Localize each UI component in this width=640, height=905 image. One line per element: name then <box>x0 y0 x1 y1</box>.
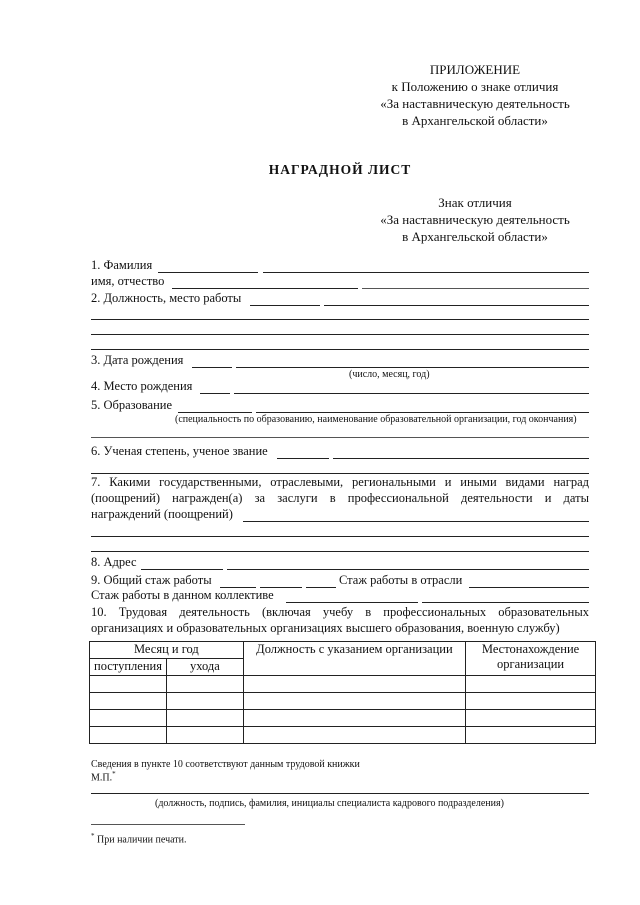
table-cell[interactable] <box>166 710 243 727</box>
stamp-label <box>91 770 116 783</box>
awards-extra-line-2[interactable] <box>91 551 589 552</box>
team-experience-line[interactable] <box>286 602 418 603</box>
table-cell[interactable] <box>243 727 465 744</box>
stamp-footnote-mark: * <box>112 770 116 778</box>
header-location <box>466 642 596 676</box>
appendix-line-1: к Положению о знаке отличия <box>391 79 559 94</box>
table-cell[interactable] <box>90 693 167 710</box>
birthplace-line-2[interactable] <box>234 393 589 394</box>
appendix-line-3: в Архангельской области» <box>402 113 548 128</box>
table-row <box>90 727 596 744</box>
table-cell[interactable] <box>466 727 596 744</box>
degree-line-2[interactable] <box>333 458 589 459</box>
table-cell[interactable] <box>243 676 465 693</box>
awards-extra-line-1[interactable] <box>91 536 589 537</box>
education-extra-line[interactable] <box>91 437 589 438</box>
field-birthdate-label: 3. Дата рождения <box>91 353 184 367</box>
field-degree-label: 6. Ученая степень, ученое звание <box>91 444 268 458</box>
document-title: НАГРАДНОЙ ЛИСТ <box>268 162 412 177</box>
header-location-line-1: Местонахождение <box>481 642 580 656</box>
field-surname-label: 1. Фамилия <box>91 258 153 272</box>
header-entry: поступления <box>90 659 167 676</box>
award-line-1: Знак отличия <box>438 195 512 210</box>
position-extra-line-1[interactable] <box>91 319 589 320</box>
industry-experience-line[interactable] <box>469 587 589 588</box>
surname-line-2[interactable] <box>263 272 589 273</box>
table-cell[interactable] <box>90 710 167 727</box>
footnote <box>91 832 187 845</box>
header-position: Должность с указанием организации <box>243 642 465 676</box>
education-line-2[interactable] <box>256 412 589 413</box>
footnote-separator <box>91 824 245 825</box>
name-line[interactable] <box>172 288 358 289</box>
signature-line[interactable] <box>91 793 589 794</box>
table-cell[interactable] <box>90 676 167 693</box>
table-row <box>90 710 596 727</box>
position-line[interactable] <box>250 305 320 306</box>
total-experience-line-3[interactable] <box>306 587 336 588</box>
stamp-text: М.П. <box>91 772 113 784</box>
table-row <box>90 676 596 693</box>
awards-line[interactable] <box>243 521 589 522</box>
field-total-experience-label: 9. Общий стаж работы <box>91 573 212 587</box>
degree-line[interactable] <box>277 458 329 459</box>
award-line-2: «За наставническую деятельность <box>380 212 570 227</box>
field-work-history-line-2: организациях и образовательных организациях высшего образования, военную службу) <box>91 621 560 635</box>
position-extra-line-2[interactable] <box>91 334 589 335</box>
table-cell[interactable] <box>166 727 243 744</box>
team-experience-line-2[interactable] <box>422 602 589 603</box>
field-birthplace-label: 4. Место рождения <box>91 379 193 393</box>
surname-line[interactable] <box>158 272 258 273</box>
table-cell[interactable] <box>166 676 243 693</box>
address-line[interactable] <box>141 569 223 570</box>
field-education-label: 5. Образование <box>91 398 173 412</box>
appendix-title: ПРИЛОЖЕНИЕ <box>429 62 521 77</box>
footnote-text: При наличии печати. <box>97 834 187 846</box>
address-line-2[interactable] <box>227 569 589 570</box>
position-extra-line-3[interactable] <box>91 349 589 350</box>
footer-note: Сведения в пункте 10 соответствуют данным трудовой книжки <box>91 759 360 770</box>
footnote-mark: * <box>91 832 95 840</box>
degree-extra-line[interactable] <box>91 473 589 474</box>
field-position-label: 2. Должность, место работы <box>91 291 242 305</box>
signature-hint: (должность, подпись, фамилия, инициалы специалиста кадрового подразделения) <box>155 798 504 809</box>
field-team-experience-label: Стаж работы в данном коллективе <box>91 588 274 602</box>
work-history-table <box>89 641 596 744</box>
table-cell[interactable] <box>90 727 167 744</box>
table-row <box>90 693 596 710</box>
field-awards-line-3: награждений (поощрений) <box>91 507 233 521</box>
field-industry-experience-label: Стаж работы в отрасли <box>339 573 463 587</box>
table-cell[interactable] <box>466 693 596 710</box>
table-cell[interactable] <box>243 710 465 727</box>
position-line-2[interactable] <box>324 305 589 306</box>
birthdate-line[interactable] <box>192 367 232 368</box>
table-cell[interactable] <box>166 693 243 710</box>
award-line-3: в Архангельской области» <box>402 229 548 244</box>
birthplace-line[interactable] <box>200 393 230 394</box>
header-exit: ухода <box>166 659 243 676</box>
table-cell[interactable] <box>466 710 596 727</box>
field-name-label: имя, отчество <box>91 274 165 288</box>
field-work-history-line-1: 10. Трудовая деятельность (включая учебу в профессиональных образовательных <box>91 605 589 619</box>
birthdate-line-2[interactable] <box>236 367 589 368</box>
field-awards-line-1: 7. Какими государственными, отраслевыми, региональными и иными видами наград <box>91 475 589 489</box>
appendix-line-2: «За наставническую деятельность <box>380 96 570 111</box>
table-cell[interactable] <box>466 676 596 693</box>
name-line-2[interactable] <box>362 288 589 289</box>
header-location-line-2: организации <box>496 657 565 671</box>
education-hint: (специальность по образованию, наименование образовательной организации, год окончания) <box>175 414 577 425</box>
birthdate-hint: (число, месяц, год) <box>349 369 430 380</box>
header-month-year: Месяц и год <box>90 642 244 659</box>
table-cell[interactable] <box>243 693 465 710</box>
field-awards-line-2: (поощрений) награжден(а) за заслуги в профессиональной деятельности и даты <box>91 491 589 505</box>
field-address-label: 8. Адрес <box>91 555 137 569</box>
education-line[interactable] <box>178 412 252 413</box>
